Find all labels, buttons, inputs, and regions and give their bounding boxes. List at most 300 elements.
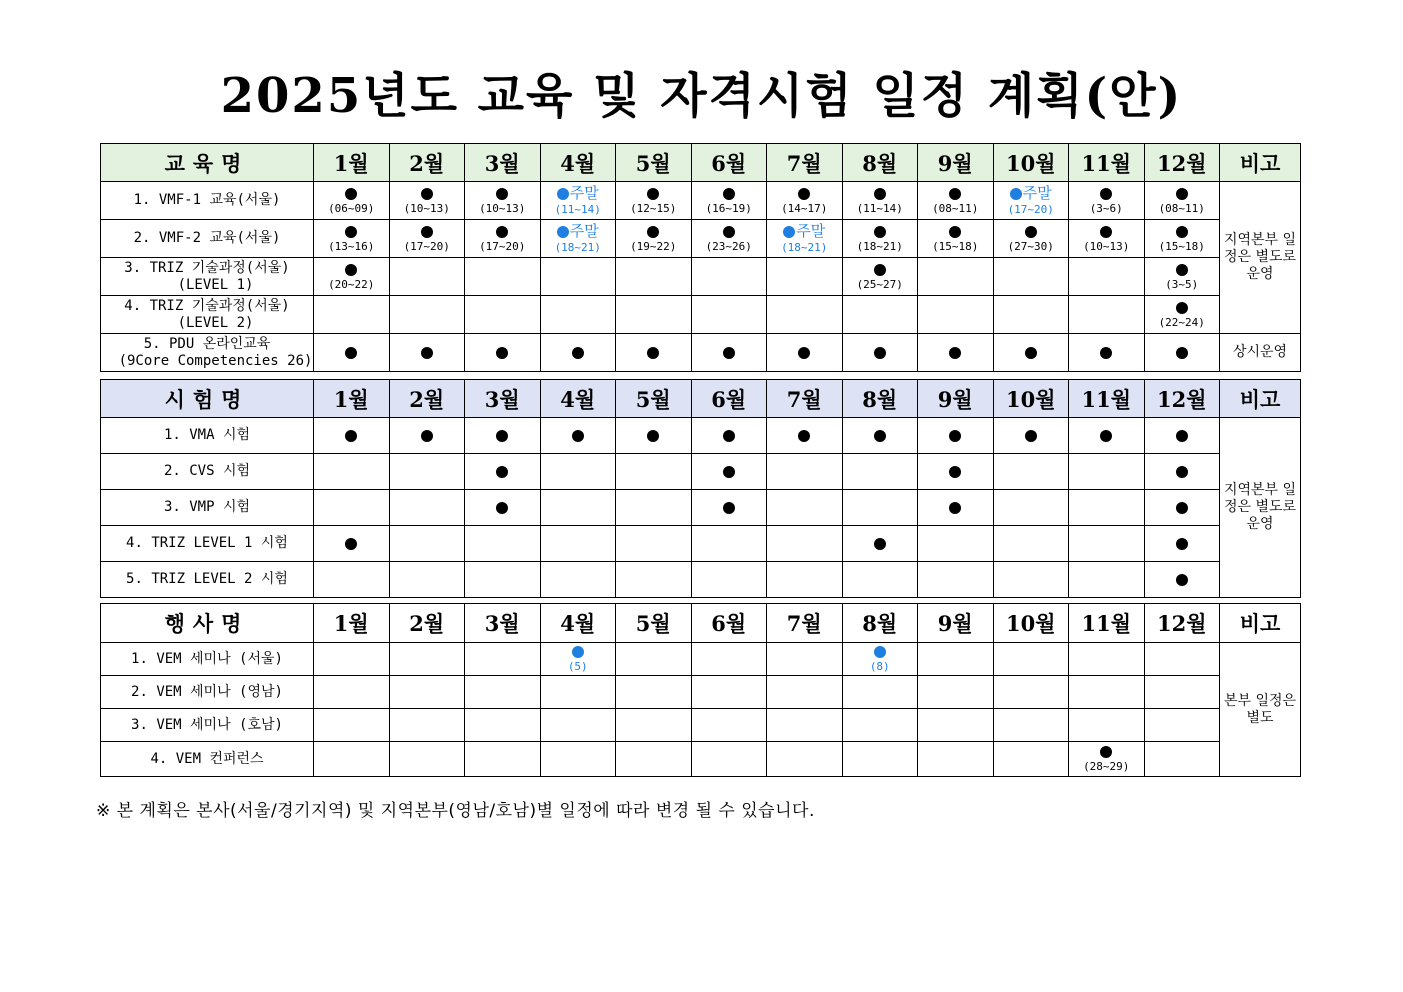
schedule-mark [390, 347, 465, 359]
black-dot-icon [496, 188, 508, 200]
month-cell [1069, 562, 1145, 598]
mark-line [1010, 186, 1052, 201]
date-range: (15~18) [932, 239, 979, 253]
month-cell [842, 709, 918, 742]
month-cell [1144, 182, 1220, 220]
black-dot-icon [798, 430, 810, 442]
black-dot-icon [345, 538, 357, 550]
month-cell [389, 709, 465, 742]
month-cell [540, 709, 616, 742]
date-range: (27~30) [1007, 239, 1054, 253]
remark-cell: 지역본부 일정은 별도로 운영 [1220, 182, 1301, 334]
month-header: 4월 [540, 380, 616, 418]
month-header: 11월 [1069, 380, 1145, 418]
black-dot-icon [572, 430, 584, 442]
mark-line [723, 430, 735, 442]
schedule-mark [616, 430, 691, 442]
date-range: (08~11) [932, 201, 979, 215]
month-cell [465, 490, 541, 526]
month-cell [767, 258, 843, 296]
month-header: 2월 [389, 604, 465, 643]
mark-line [1100, 226, 1112, 238]
weekend-label: 주말 [796, 222, 826, 240]
date-range: (18~21) [781, 241, 828, 254]
mark-line [496, 188, 508, 200]
date-range: (10~13) [479, 201, 526, 215]
month-cell [616, 418, 692, 454]
month-cell [842, 490, 918, 526]
black-dot-icon [1176, 574, 1188, 586]
month-cell [389, 562, 465, 598]
schedule-mark [1145, 538, 1220, 550]
month-header: 9월 [918, 144, 994, 182]
schedule-mark [314, 188, 389, 214]
black-dot-icon [421, 188, 433, 200]
table-row [101, 454, 1301, 490]
schedule-mark [616, 347, 691, 359]
month-cell [389, 526, 465, 562]
table-row [101, 258, 1301, 296]
blue-dot-icon [874, 646, 886, 658]
month-cell [691, 334, 767, 372]
black-dot-icon [723, 466, 735, 478]
black-dot-icon [1100, 347, 1112, 359]
row-name-line: 3. VMP 시험 [163, 499, 251, 515]
month-cell [314, 454, 390, 490]
black-dot-icon [496, 502, 508, 514]
mark-line [1176, 538, 1188, 550]
mark-line [496, 430, 508, 442]
month-cell [616, 526, 692, 562]
month-cell [1144, 742, 1220, 777]
month-cell [616, 742, 692, 777]
schedule-mark [541, 186, 616, 215]
schedule-mark [918, 226, 993, 252]
row-name [101, 562, 314, 598]
date-range: (18~21) [554, 241, 601, 254]
row-name-line: 1. VEM 세미나 (서울) [131, 650, 283, 667]
row-name [101, 220, 314, 258]
month-cell [691, 562, 767, 598]
black-dot-icon [345, 347, 357, 359]
date-range: (18~21) [856, 239, 903, 253]
row-name-line: 3. TRIZ 기술과정(서울) [124, 259, 290, 276]
mark-line [1100, 746, 1112, 758]
month-cell [918, 742, 994, 777]
schedule-mark [390, 188, 465, 214]
remark-cell: 지역본부 일정은 별도로 운영 [1220, 418, 1301, 598]
schedule-mark [994, 430, 1069, 442]
month-cell [540, 334, 616, 372]
month-cell [993, 562, 1069, 598]
mark-line [874, 347, 886, 359]
month-cell [389, 490, 465, 526]
month-cell [540, 220, 616, 258]
schedule-mark [767, 224, 842, 253]
date-range: (17~20) [1007, 203, 1054, 216]
month-cell [767, 296, 843, 334]
month-cell [691, 296, 767, 334]
month-cell [389, 454, 465, 490]
mark-line [723, 226, 735, 238]
date-range: (17~20) [403, 239, 450, 253]
month-cell [1144, 643, 1220, 676]
month-cell [314, 490, 390, 526]
row-name-line: 2. VEM 세미나 (영남) [131, 683, 283, 700]
table-row [101, 490, 1301, 526]
mark-line [949, 466, 961, 478]
month-cell [918, 258, 994, 296]
month-cell [616, 490, 692, 526]
mark-line [345, 264, 357, 276]
schedule-mark [692, 466, 767, 478]
black-dot-icon [496, 226, 508, 238]
date-range: (13~16) [328, 239, 375, 253]
month-cell [616, 334, 692, 372]
month-cell [918, 182, 994, 220]
month-cell [767, 334, 843, 372]
month-cell [314, 182, 390, 220]
schedule-mark [692, 430, 767, 442]
schedule-mark [843, 430, 918, 442]
table-row [101, 418, 1301, 454]
row-name [101, 418, 314, 454]
mark-line [557, 186, 599, 201]
schedule-mark [1145, 264, 1220, 290]
month-header: 5월 [616, 144, 692, 182]
schedule-mark [314, 347, 389, 359]
month-header: 5월 [616, 380, 692, 418]
month-cell [314, 709, 390, 742]
mark-line [421, 188, 433, 200]
schedule-mark [1069, 188, 1144, 214]
month-cell [993, 334, 1069, 372]
month-cell [993, 454, 1069, 490]
month-cell [314, 220, 390, 258]
month-cell [389, 676, 465, 709]
schedule-mark [1145, 188, 1220, 214]
mark-line [647, 226, 659, 238]
month-header: 5월 [616, 604, 692, 643]
black-dot-icon [1100, 226, 1112, 238]
month-cell [918, 562, 994, 598]
mark-line [572, 430, 584, 442]
schedule-mark [767, 347, 842, 359]
date-range: (17~20) [479, 239, 526, 253]
black-dot-icon [798, 347, 810, 359]
education-header-label: 교육명 [101, 144, 314, 182]
month-cell [465, 676, 541, 709]
black-dot-icon [874, 538, 886, 550]
month-cell [993, 676, 1069, 709]
black-dot-icon [496, 466, 508, 478]
date-range: (11~14) [554, 203, 601, 216]
month-cell [1069, 454, 1145, 490]
month-cell [918, 220, 994, 258]
month-cell [314, 562, 390, 598]
mark-line [647, 188, 659, 200]
month-cell [1144, 490, 1220, 526]
schedule-mark [616, 226, 691, 252]
month-cell [918, 454, 994, 490]
black-dot-icon [1100, 188, 1112, 200]
month-cell [465, 526, 541, 562]
weekend-label: 주말 [569, 184, 599, 202]
mark-line [1100, 430, 1112, 442]
month-cell [1069, 182, 1145, 220]
month-cell [1069, 526, 1145, 562]
schedule-mark [918, 502, 993, 514]
schedule-mark [1145, 466, 1220, 478]
month-cell [616, 258, 692, 296]
row-name [101, 454, 314, 490]
month-cell [767, 454, 843, 490]
row-name [101, 709, 314, 742]
month-cell [616, 296, 692, 334]
event-header-label: 행사명 [101, 604, 314, 643]
black-dot-icon [874, 188, 886, 200]
month-cell [1144, 454, 1220, 490]
black-dot-icon [647, 188, 659, 200]
black-dot-icon [874, 264, 886, 276]
row-name-line: 4. TRIZ 기술과정(서울) [124, 297, 290, 314]
date-range: (20~22) [328, 277, 375, 291]
weekend-label: 주말 [569, 222, 599, 240]
schedule-mark [692, 502, 767, 514]
mark-line [345, 226, 357, 238]
table-row [101, 562, 1301, 598]
month-cell [918, 296, 994, 334]
month-cell [314, 418, 390, 454]
blue-dot-icon [572, 646, 584, 658]
month-cell [1144, 418, 1220, 454]
month-cell [842, 258, 918, 296]
schedule-mark [843, 226, 918, 252]
date-range: (12~15) [630, 201, 677, 215]
mark-line [421, 226, 433, 238]
month-header: 4월 [540, 144, 616, 182]
schedule-mark [994, 226, 1069, 252]
date-range: (19~22) [630, 239, 677, 253]
month-cell [1069, 643, 1145, 676]
month-cell [540, 676, 616, 709]
black-dot-icon [496, 347, 508, 359]
mark-line [1176, 466, 1188, 478]
blue-dot-icon [1010, 188, 1022, 200]
black-dot-icon [1176, 466, 1188, 478]
date-range: (22~24) [1158, 315, 1205, 329]
month-cell [767, 742, 843, 777]
month-header: 8월 [842, 380, 918, 418]
month-header: 9월 [918, 380, 994, 418]
mark-line [1025, 430, 1037, 442]
black-dot-icon [647, 226, 659, 238]
black-dot-icon [723, 188, 735, 200]
mark-line [874, 226, 886, 238]
row-name-line: 3. VEM 세미나 (호남) [131, 716, 283, 733]
black-dot-icon [874, 347, 886, 359]
row-name [101, 676, 314, 709]
month-cell [767, 526, 843, 562]
black-dot-icon [949, 188, 961, 200]
month-cell [767, 562, 843, 598]
mark-line [1176, 430, 1188, 442]
month-cell [993, 490, 1069, 526]
education-header-row [101, 144, 1301, 182]
month-header: 10월 [993, 604, 1069, 643]
black-dot-icon [723, 502, 735, 514]
exam-header-row [101, 380, 1301, 418]
month-cell [465, 562, 541, 598]
month-cell [616, 182, 692, 220]
mark-line [557, 224, 599, 239]
month-cell [540, 454, 616, 490]
month-cell [465, 418, 541, 454]
row-name-line: 5. PDU 온라인교육 [143, 335, 271, 352]
row-name-line: (9Core Competencies 26) [118, 352, 313, 369]
month-cell [691, 454, 767, 490]
date-range: (08~11) [1158, 201, 1205, 215]
month-cell [1069, 418, 1145, 454]
row-name-line: 2. VMF-2 교육(서울) [133, 230, 281, 246]
mark-line [572, 347, 584, 359]
month-cell [314, 526, 390, 562]
month-header: 1월 [314, 380, 390, 418]
date-range: (28~29) [1083, 760, 1130, 773]
row-name-line: 1. VMA 시험 [163, 427, 251, 443]
month-header: 1월 [314, 604, 390, 643]
month-cell [616, 454, 692, 490]
month-cell [993, 643, 1069, 676]
schedule-mark [1069, 430, 1144, 442]
mark-line [1025, 347, 1037, 359]
month-header: 11월 [1069, 604, 1145, 643]
schedule-mark [314, 538, 389, 550]
mark-line [783, 224, 825, 239]
black-dot-icon [345, 264, 357, 276]
month-cell [918, 526, 994, 562]
schedule-mark [1145, 574, 1220, 586]
month-cell [842, 454, 918, 490]
row-name [101, 490, 314, 526]
month-cell [465, 220, 541, 258]
month-cell [691, 418, 767, 454]
schedule-mark [1145, 347, 1220, 359]
month-cell [918, 709, 994, 742]
schedule-mark [1145, 226, 1220, 252]
black-dot-icon [1025, 430, 1037, 442]
month-cell [842, 676, 918, 709]
month-cell [616, 709, 692, 742]
schedule-mark [767, 188, 842, 214]
mark-line [874, 264, 886, 276]
schedule-mark [465, 347, 540, 359]
black-dot-icon [723, 226, 735, 238]
month-cell [314, 676, 390, 709]
mark-line [1176, 574, 1188, 586]
black-dot-icon [1176, 302, 1188, 314]
table-row [101, 709, 1301, 742]
mark-line [874, 430, 886, 442]
month-cell [691, 490, 767, 526]
mark-line [949, 430, 961, 442]
footnote: ※ 본 계획은 본사(서울/경기지역) 및 지역본부(영남/호남)별 일정에 따라 변경 될 수 있습니다. [96, 801, 815, 821]
black-dot-icon [345, 226, 357, 238]
schedule-mark [994, 347, 1069, 359]
schedule-mark [541, 646, 616, 672]
table-row [101, 526, 1301, 562]
month-header: 7월 [767, 604, 843, 643]
month-cell [993, 526, 1069, 562]
row-name-line: 1. VMF-1 교육(서울) [133, 192, 281, 208]
black-dot-icon [1176, 226, 1188, 238]
schedule-mark [843, 264, 918, 290]
mark-line [496, 347, 508, 359]
month-cell [691, 643, 767, 676]
black-dot-icon [1100, 430, 1112, 442]
month-cell [691, 742, 767, 777]
month-cell [540, 490, 616, 526]
month-cell [842, 562, 918, 598]
event-header-row [101, 604, 1301, 643]
date-range: (06~09) [328, 201, 375, 215]
table-row [101, 742, 1301, 777]
mark-line [798, 188, 810, 200]
black-dot-icon [723, 430, 735, 442]
mark-line [723, 502, 735, 514]
month-cell [767, 220, 843, 258]
schedule-mark [918, 347, 993, 359]
mark-line [1100, 347, 1112, 359]
month-cell [465, 454, 541, 490]
month-cell [993, 258, 1069, 296]
mark-line [949, 502, 961, 514]
month-header: 11월 [1069, 144, 1145, 182]
schedule-mark [465, 430, 540, 442]
month-cell [1144, 562, 1220, 598]
month-cell [1144, 526, 1220, 562]
black-dot-icon [949, 347, 961, 359]
schedule-mark [390, 430, 465, 442]
month-cell [842, 742, 918, 777]
month-cell [1069, 296, 1145, 334]
month-cell [1144, 334, 1220, 372]
month-cell [767, 709, 843, 742]
month-cell [389, 182, 465, 220]
month-cell [767, 182, 843, 220]
month-header: 1월 [314, 144, 390, 182]
table-row [101, 182, 1301, 220]
remark-header: 비고 [1220, 380, 1301, 418]
row-name [101, 334, 314, 372]
month-cell [389, 220, 465, 258]
black-dot-icon [874, 430, 886, 442]
mark-line [1176, 502, 1188, 514]
mark-line [345, 188, 357, 200]
mark-line [1176, 226, 1188, 238]
mark-line [345, 430, 357, 442]
month-cell [691, 258, 767, 296]
black-dot-icon [723, 347, 735, 359]
schedule-mark [918, 430, 993, 442]
black-dot-icon [1176, 347, 1188, 359]
schedule-mark [843, 538, 918, 550]
month-cell [767, 490, 843, 526]
schedule-mark [692, 226, 767, 252]
remark-header: 비고 [1220, 144, 1301, 182]
month-cell [1144, 709, 1220, 742]
month-cell [1069, 220, 1145, 258]
